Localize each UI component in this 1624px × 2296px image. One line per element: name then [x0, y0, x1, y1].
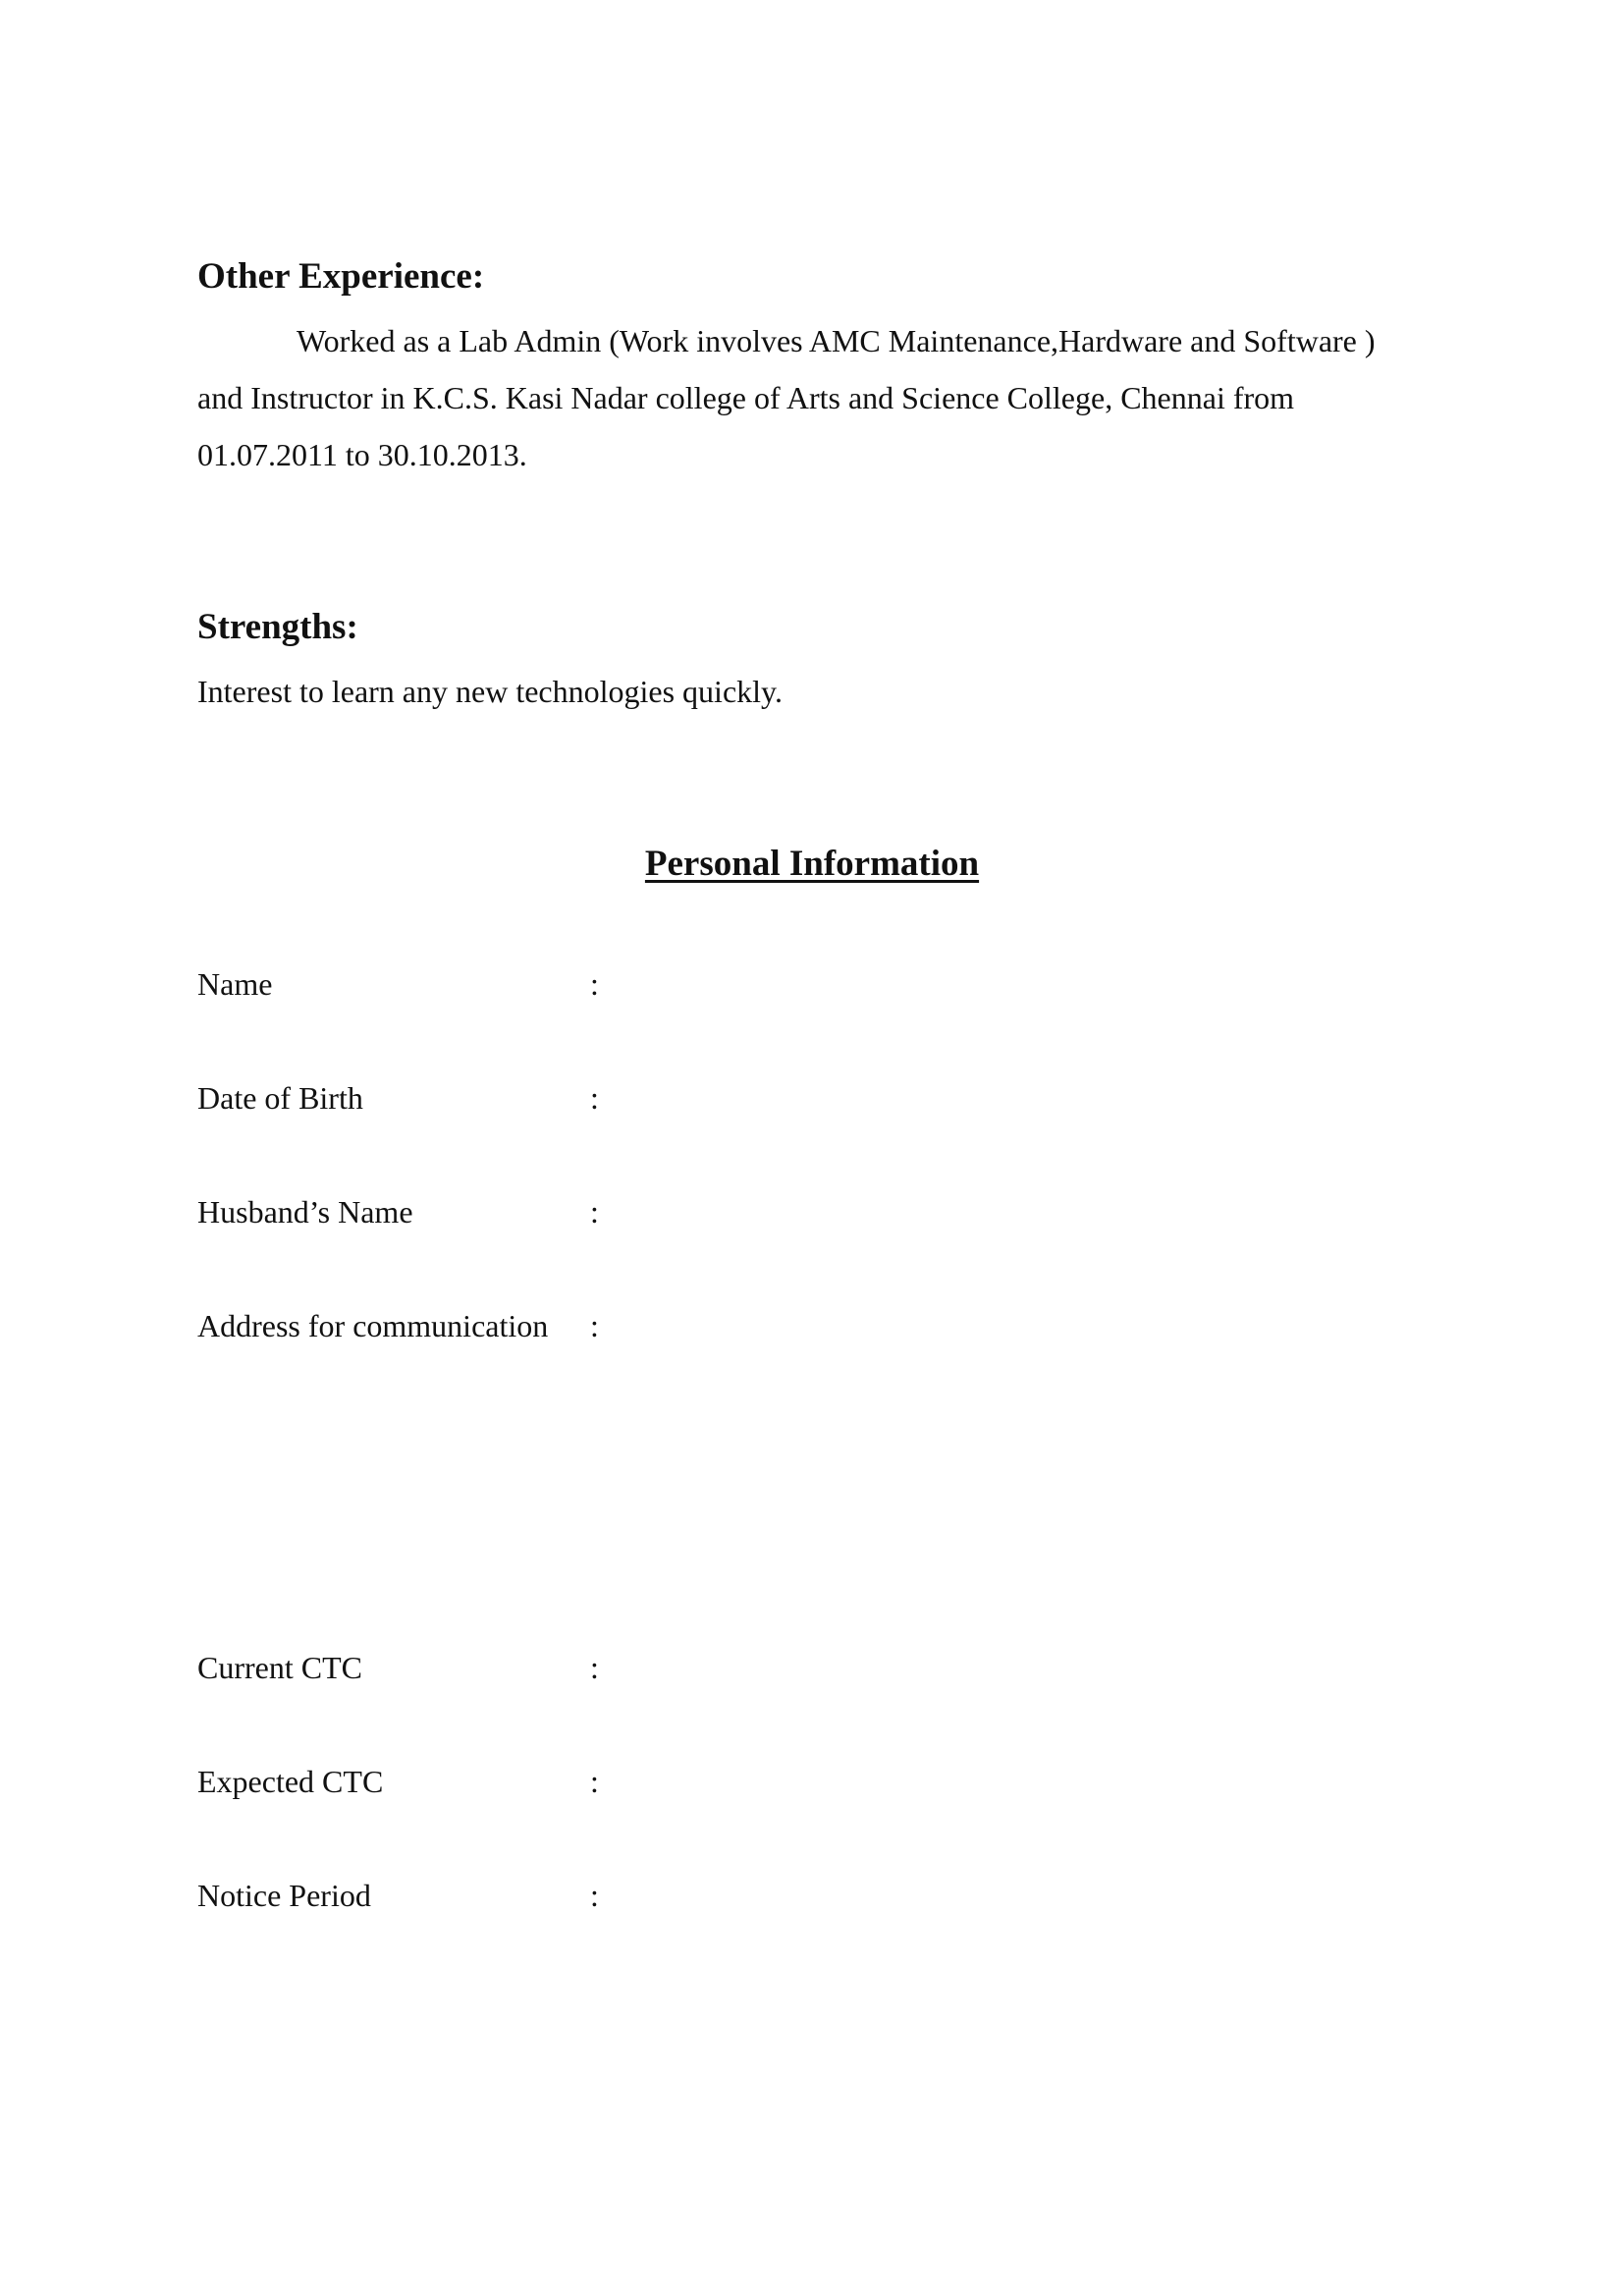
field-colon: :: [590, 966, 599, 1002]
field-label: Current CTC: [197, 1650, 362, 1685]
field-colon: :: [590, 1194, 599, 1230]
other-experience-line-1: Worked as a Lab Admin (Work involves AMC Maintenance,Hardware and Software ): [297, 323, 1376, 358]
field-label: Date of Birth: [197, 1080, 363, 1116]
field-current-ctc: [197, 1652, 1376, 1691]
personal-information-title: Personal Information: [644, 844, 980, 884]
field-husbands-name: [197, 1196, 1376, 1235]
strengths-heading: Strengths:: [197, 607, 358, 647]
field-label: Expected CTC: [197, 1764, 384, 1799]
other-experience-line-2: and Instructor in K.C.S. Kasi Nadar college of Arts and Science College, Chennai from: [197, 380, 1295, 415]
field-label: Name: [197, 966, 273, 1002]
field-colon: :: [590, 1650, 599, 1685]
strengths-text: Interest to learn any new technologies quickly.: [197, 674, 783, 709]
field-address: [197, 1310, 1376, 1349]
field-label: Address for communication: [197, 1308, 549, 1343]
field-colon: :: [590, 1308, 599, 1343]
other-experience-line-3: 01.07.2011 to 30.10.2013.: [197, 437, 527, 472]
field-label: Notice Period: [197, 1878, 371, 1913]
other-experience-paragraph: [197, 312, 1474, 483]
field-colon: :: [590, 1878, 599, 1913]
field-notice-period: [197, 1880, 1376, 1919]
field-name: [197, 968, 1376, 1008]
field-colon: :: [590, 1080, 599, 1116]
field-date-of-birth: [197, 1082, 1376, 1121]
field-expected-ctc: [197, 1766, 1376, 1805]
other-experience-heading: Other Experience:: [197, 256, 485, 297]
field-label: Husband’s Name: [197, 1194, 413, 1230]
field-colon: :: [590, 1764, 599, 1799]
